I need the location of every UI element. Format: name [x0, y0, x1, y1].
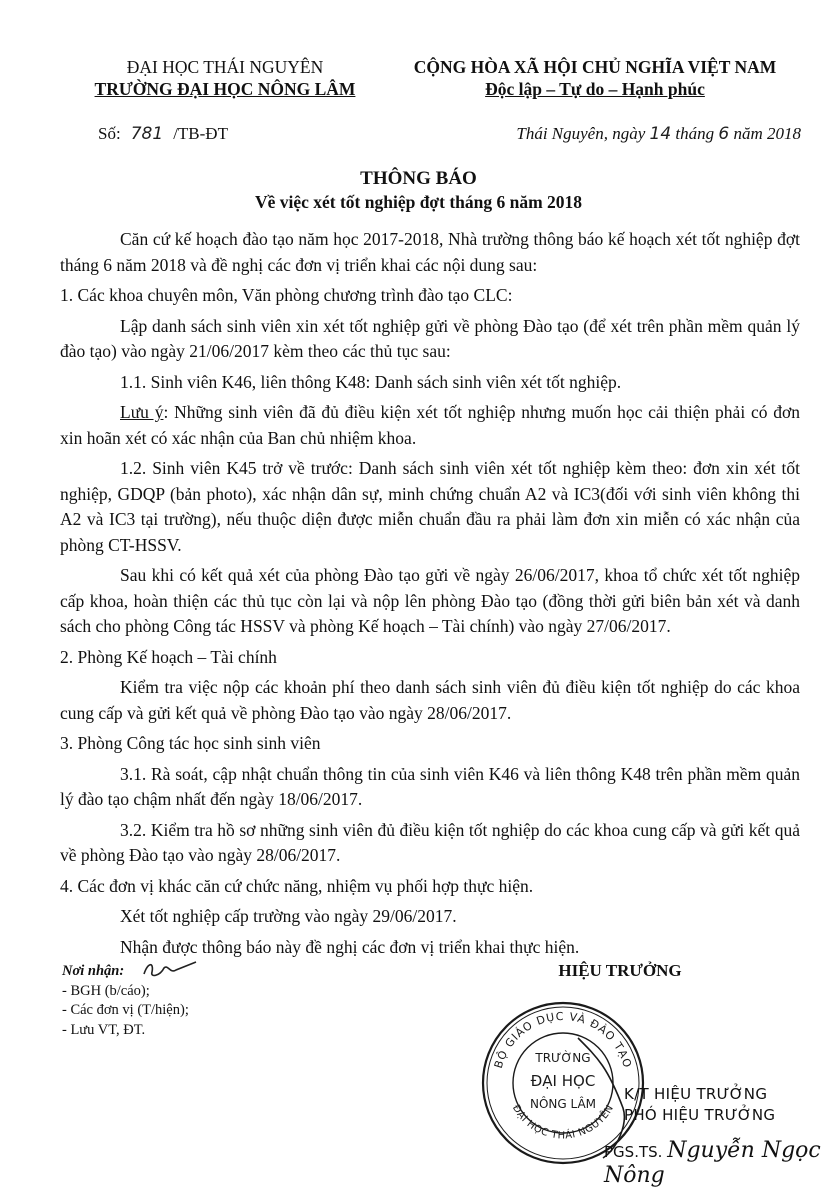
section-1-paragraph: Lập danh sách sinh viên xin xét tốt nghiệp gửi về phòng Đào tạo (để xét trên phần mềm quản lý đào tạo) vào ngày 21/06/2017 kèm theo các thủ tục sau: — [60, 315, 800, 361]
note-paragraph — [60, 400, 800, 451]
section-1-heading: 1. Các khoa chuyên môn, Văn phòng chương trình đào tạo CLC: — [60, 285, 513, 305]
document-title: THÔNG BÁO — [360, 168, 477, 189]
seal-bottom-text: ĐẠI HỌC THÁI NGUYÊN — [509, 1103, 617, 1142]
issuing-organization — [60, 56, 390, 100]
seal-outer-text: BỘ GIÁO DỤC VÀ ĐÀO TẠO — [491, 1009, 635, 1070]
document-date: Thái Nguyên, ngày 14 tháng 6 năm 2018 — [516, 124, 801, 144]
document-number: Số: 781 /TB-ĐT — [98, 124, 228, 144]
section-2-heading: 2. Phòng Kế hoạch – Tài chính — [60, 646, 277, 667]
recipients-label: Nơi nhận: — [62, 963, 125, 979]
nation-name: CỘNG HÒA XÃ HỘI CHỦ NGHĨA VIỆT NAM — [413, 57, 777, 77]
document-subtitle: Về việc xét tốt nghiệp đợt tháng 6 năm 2018 — [254, 192, 583, 212]
initial-mark-icon — [140, 958, 200, 982]
seal-center-line-1: TRƯỜNG — [535, 1051, 591, 1065]
school-name: TRƯỜNG ĐẠI HỌC NÔNG LÂM — [94, 79, 356, 99]
delegation-block — [624, 1084, 775, 1126]
recipient-item: - Các đơn vị (T/hiện); — [62, 1002, 189, 1018]
seal-center-line-3: NÔNG LÂM — [529, 1097, 597, 1111]
kt-line-2: PHÓ HIỆU TRƯỞNG — [624, 1106, 776, 1124]
section-1-1: 1.1. Sinh viên K46, liên thông K48: Danh sách sinh viên xét tốt nghiệp. — [120, 371, 622, 392]
intro-paragraph: Căn cứ kế hoạch đào tạo năm học 2017-2018, Nhà trường thông báo kế hoạch xét tốt nghiệp đợt tháng 6 năm 2018 và đề nghị các đơn vị triển khai các nội dung sau: — [60, 229, 800, 275]
handwritten-day: 14 — [649, 124, 672, 144]
national-motto — [385, 56, 805, 100]
signer-handwritten-name: Nguyễn Ngọc Nông — [604, 1138, 821, 1188]
parent-organization: ĐẠI HỌC THÁI NGUYÊN — [126, 57, 324, 77]
section-3-1: 3.1. Rà soát, cập nhật chuẩn thông tin của sinh viên K46 và liên thông K48 trên phần mềm quản lý đào tạo chậm nhất đến ngày 18/06/2017. — [60, 763, 800, 809]
section-1-2: 1.2. Sinh viên K45 trở về trước: Danh sách sinh viên xét tốt nghiệp kèm theo: đơn xin xét tốt nghiệp, GDQP (bản photo), xác nhận dân sự, minh chứng chuẩn A2 và IC3(đối với sinh viên không thi A2 và IC3 tại trường), nếu thuộc diện được miễn chuẩn đầu ra phải làm đơn xin miễn có xác nhận của phòng CT-HSSV. — [60, 458, 800, 555]
final-paragraph-1: Xét tốt nghiệp cấp trường vào ngày 29/06/2017. — [120, 906, 457, 926]
section-4-heading: 4. Các đơn vị khác căn cứ chức năng, nhiệm vụ phối hợp thực hiện. — [60, 875, 534, 896]
kt-line-1: K/T HIỆU TRƯỞNG — [624, 1085, 768, 1103]
section-1-followup: Sau khi có kết quả xét của phòng Đào tạo gửi về ngày 26/06/2017, khoa tổ chức xét tốt nghiệp cấp khoa, hoàn thiện các thủ tục còn lại và nộp lên phòng Đào tạo (đồng thời gửi biên bản xét và danh sách cho phòng Công tác HSSV và phòng Kế hoạch – Tài chính) vào ngày 27/06/2017. — [60, 565, 800, 636]
signer-prefix: PGS.TS. — [604, 1143, 663, 1161]
document-body — [60, 227, 800, 965]
note-label: Lưu ý — [120, 402, 164, 422]
signer-name — [604, 1138, 837, 1188]
handwritten-number: 781 — [130, 124, 164, 144]
handwritten-month: 6 — [718, 124, 730, 144]
recipient-item: - BGH (b/cáo); — [62, 982, 150, 999]
seal-center-line-2: ĐẠI HỌC — [530, 1072, 596, 1090]
section-3-heading: 3. Phòng Công tác học sinh sinh viên — [60, 733, 321, 753]
motto: Độc lập – Tự do – Hạnh phúc — [485, 79, 705, 99]
section-2-paragraph: Kiểm tra việc nộp các khoản phí theo danh sách sinh viên đủ điều kiện tốt nghiệp do các khoa cung cấp và gửi kết quả về phòng Đào tạo vào ngày 28/06/2017. — [60, 677, 800, 723]
section-3-2: 3.2. Kiểm tra hồ sơ những sinh viên đủ điều kiện tốt nghiệp do các khoa cung cấp và gửi kết quả về phòng Đào tạo vào ngày 28/06/2017. — [60, 819, 800, 865]
signature-title: HIỆU TRƯỞNG — [558, 961, 682, 980]
final-paragraph-2: Nhận được thông báo này đề nghị các đơn vị triển khai thực hiện. — [120, 936, 580, 957]
recipient-item: - Lưu VT, ĐT. — [62, 1021, 146, 1038]
note-text: : Những sinh viên đã đủ điều kiện xét tốt nghiệp nhưng muốn học cải thiện phải có đơn xin hoãn xét có xác nhận của Ban chủ nhiệm khoa. — [60, 402, 800, 448]
